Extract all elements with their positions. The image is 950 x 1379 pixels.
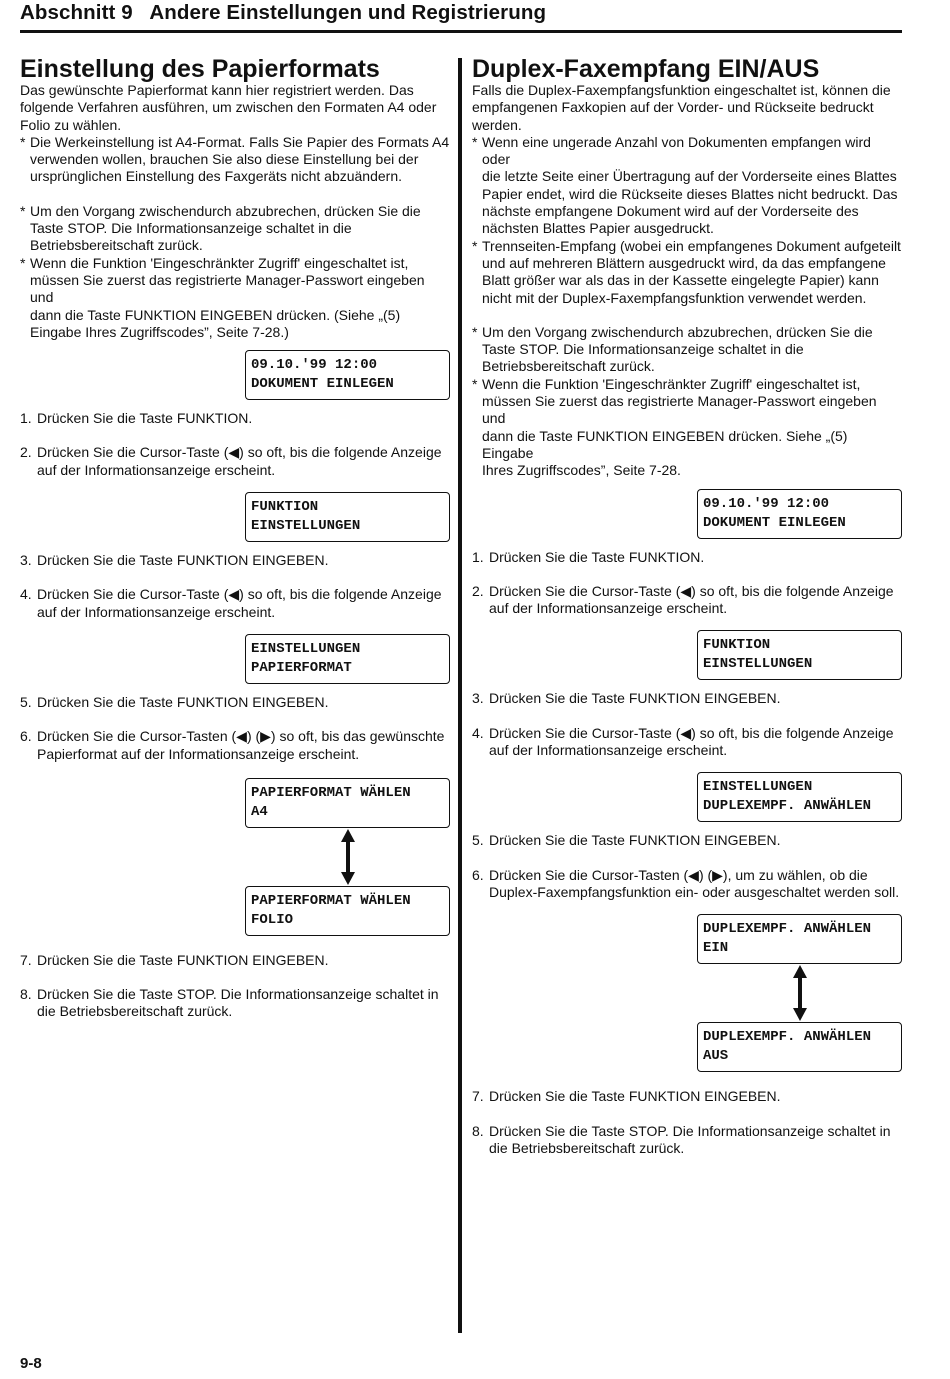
toggle-arrow-icon (20, 828, 450, 886)
note: * Wenn eine ungerade Anzahl von Dokumenten empfangen wird oder die letzte Seite einer Übertragung auf der Vorderseite eines Blattes Papier endet, wird die Rückseite dieses Blattes nicht bedruckt. Das nächste empfangene Dokument wird auf der Vorderseite des nächsten Blattes Papier ausgedruckt. (472, 133, 898, 237)
lcd-line: EIN (703, 940, 729, 957)
lcd-line: EINSTELLUNGEN (251, 640, 361, 657)
right-column (472, 56, 902, 1157)
step-4: 4. Drücken Sie die Cursor-Taste (◀) so oft, bis die folgende Anzeige auf der Informationsanzeige erscheint. (20, 586, 442, 620)
step-5: 5. Drücken Sie die Taste FUNKTION EINGEBEN. (472, 832, 781, 849)
text-line: Drücken Sie die Taste FUNKTION EINGEBEN. (37, 552, 329, 569)
text-line: nächste empfangene Dokument wird auf der Vorderseite des (482, 203, 859, 220)
left-column (20, 56, 450, 1021)
lcd-line: AUS (703, 1048, 729, 1065)
text-line: müssen Sie zuerst das registrierte Manager-Passwort eingeben und (30, 271, 425, 306)
lcd-line: DUPLEXEMPF. ANWÄHLEN (703, 798, 872, 815)
text-line: Betriebsbereitschaft zurück. (482, 358, 655, 375)
section-heading-paper-format: Einstellung des Papierformats (20, 55, 380, 83)
page-number: 9-8 (20, 1355, 42, 1372)
note: * Wenn die Funktion 'Eingeschränkter Zugriff' eingeschaltet ist, müssen Sie zuerst das registrierte Manager-Passwort eingeben und dann die Taste FUNKTION EINGEBEN drücken. (Siehe „(5) Eingabe Ihres Zugriffscodes”, Seite 7-28.) (20, 254, 425, 340)
text-line: Wenn eine ungerade Anzahl von Dokumenten empfangen wird oder (482, 133, 871, 168)
text-line: Drücken Sie die Cursor-Taste (◀) so oft, bis die folgende Anzeige (37, 444, 442, 461)
text-line: Taste STOP. Die Informationsanzeige schaltet in die (482, 341, 804, 358)
step-6: 6. Drücken Sie die Cursor-Tasten (◀) (▶), um zu wählen, ob die Duplex-Faxempfangsfunktion ein- oder ausgeschaltet werden soll. (472, 866, 900, 900)
section-header (20, 0, 902, 33)
lcd-line: DUPLEXEMPF. ANWÄHLEN (703, 921, 872, 938)
text-line: Trennseiten-Empfang (wobei ein empfangenes Dokument aufgeteilt (482, 237, 901, 254)
lcd-line: EINSTELLUNGEN (251, 518, 361, 535)
note: * Um den Vorgang zwischendurch abzubrechen, drücken Sie die Taste STOP. Die Informationsanzeige schaltet in die Betriebsbereitschaft zurück. (20, 202, 421, 254)
text-line: Drücken Sie die Taste FUNKTION. (37, 410, 253, 427)
text-line: die letzte Seite einer Übertragung auf der Vorderseite eines Blattes (482, 168, 897, 185)
step-8: 8. Drücken Sie die Taste STOP. Die Informationsanzeige schaltet in die Betriebsbereitschaft zurück. (472, 1122, 891, 1156)
lcd-display (245, 492, 450, 542)
step-4: 4. Drücken Sie die Cursor-Taste (◀) so oft, bis die folgende Anzeige auf der Informationsanzeige erscheint. (472, 724, 894, 759)
text-line: verwenden wollen, brauchen Sie also diese Einstellung bei der (30, 151, 419, 168)
lcd-line: EINSTELLUNGEN (703, 656, 813, 673)
text-line: Drücken Sie die Cursor-Taste (◀) so oft, bis die folgende Anzeige (489, 582, 894, 599)
lcd-display (245, 634, 450, 684)
step-6: 6. Drücken Sie die Cursor-Tasten (◀) (▶) so oft, bis das gewünschte Papierformat auf der Informationsanzeige erscheint. (20, 728, 445, 762)
lcd-line: PAPIERFORMAT WÄHLEN (251, 784, 411, 801)
text-line: nicht mit der Duplex-Faxempfangsfunktion verwendet werden. (482, 289, 867, 306)
text-line: die Betriebsbereitschaft zurück. (489, 1139, 685, 1156)
text-line: Drücken Sie die Taste FUNKTION. (489, 548, 705, 565)
lcd-line: 09.10.'99 12:00 (703, 495, 830, 512)
step-2: 2. Drücken Sie die Cursor-Taste (◀) so oft, bis die folgende Anzeige auf der Informationsanzeige erscheint. (472, 582, 894, 617)
text-line: Drücken Sie die Taste FUNKTION EINGEBEN. (489, 1088, 781, 1105)
step-8: 8. Drücken Sie die Taste STOP. Die Informationsanzeige schaltet in die Betriebsbereitschaft zurück. (20, 986, 439, 1020)
lcd-line: DOKUMENT EINLEGEN (703, 514, 846, 531)
text-line: Duplex-Faxempfangsfunktion ein- oder ausgeschaltet werden soll. (489, 883, 900, 900)
lcd-display (697, 1022, 902, 1072)
toggle-arrow-icon (472, 964, 902, 1022)
lcd-display (697, 914, 902, 964)
step-7: 7. Drücken Sie die Taste FUNKTION EINGEBEN. (20, 951, 329, 968)
text-line: Wenn die Funktion 'Eingeschränkter Zugriff' eingeschaltet ist, (482, 375, 861, 392)
text-line: Drücken Sie die Taste STOP. Die Informationsanzeige schaltet in (489, 1122, 891, 1139)
lcd-display (697, 772, 902, 822)
lcd-line: PAPIERFORMAT (251, 659, 352, 676)
text-line: auf der Informationsanzeige erscheint. (489, 600, 728, 617)
step-2: 2. Drücken Sie die Cursor-Taste (◀) so oft, bis die folgende Anzeige auf der Informationsanzeige erscheint. (20, 444, 442, 478)
text-line: Blatt größer war als das in der Kassette eingelegte Papier) kann (482, 272, 879, 289)
lcd-display (245, 778, 450, 828)
text-line: nächsten Blattes Papier ausgedruckt. (482, 220, 714, 237)
text-line: Das gewünschte Papierformat kann hier registriert werden. Das (20, 82, 414, 98)
text-line: Drücken Sie die Cursor-Taste (◀) so oft, bis die folgende Anzeige (37, 586, 442, 603)
text-line: Drücken Sie die Cursor-Taste (◀) so oft, bis die folgende Anzeige (489, 724, 894, 741)
text-line: Drücken Sie die Taste STOP. Die Informationsanzeige schaltet in (37, 986, 439, 1003)
lcd-display (697, 489, 902, 539)
step-3: 3. Drücken Sie die Taste FUNKTION EINGEBEN. (20, 552, 329, 569)
lcd-line: EINSTELLUNGEN (703, 779, 813, 796)
lcd-display (697, 630, 902, 680)
lcd-line: FUNKTION (703, 637, 771, 654)
section-heading-duplex: Duplex-Faxempfang EIN/AUS (472, 55, 820, 83)
step-1: 1. Drücken Sie die Taste FUNKTION. (20, 410, 253, 427)
lcd-line: DUPLEXEMPF. ANWÄHLEN (703, 1029, 872, 1046)
intro-paragraph (472, 82, 902, 134)
text-line: Drücken Sie die Cursor-Tasten (◀) (▶), um zu wählen, ob die (489, 866, 868, 883)
text-line: auf der Informationsanzeige erscheint. (489, 742, 728, 759)
text-line: empfangenen Faxkopien auf der Vorder- und Rückseite bedruckt (472, 99, 874, 116)
text-line: Drücken Sie die Taste FUNKTION EINGEBEN. (37, 693, 329, 710)
lcd-line: FOLIO (251, 911, 294, 928)
lcd-line: FUNKTION (251, 499, 319, 516)
text-line: Falls die Duplex-Faxempfangsfunktion eingeschaltet ist, können die (472, 82, 891, 98)
text-line: Drücken Sie die Taste FUNKTION EINGEBEN. (489, 832, 781, 849)
text-line: werden. (472, 116, 522, 133)
lcd-line: DOKUMENT EINLEGEN (251, 376, 394, 393)
text-line: auf der Informationsanzeige erscheint. (37, 461, 276, 478)
text-line: Folio zu wählen. (20, 116, 122, 133)
step-1: 1. Drücken Sie die Taste FUNKTION. (472, 548, 705, 565)
note: * Wenn die Funktion 'Eingeschränkter Zugriff' eingeschaltet ist, müssen Sie zuerst das registrierte Manager-Passwort eingeben und dann die Taste FUNKTION EINGEBEN drücken. Siehe „(5) Eingabe Ihres Zugriffscodes”, Seite 7-28. (472, 375, 877, 479)
lcd-line: PAPIERFORMAT WÄHLEN (251, 892, 411, 909)
step-3: 3. Drücken Sie die Taste FUNKTION EINGEBEN. (472, 690, 781, 707)
lcd-line: A4 (251, 803, 268, 820)
text-line: folgende Verfahren ausführen, um zwischen den Formaten A4 oder (20, 99, 437, 116)
text-line: dann die Taste FUNKTION EINGEBEN drücken. Siehe „(5) Eingabe (482, 427, 848, 461)
text-line: Die Werkeinstellung ist A4-Format. Falls Sie Papier des Formats A4 (30, 133, 450, 150)
text-line: Betriebsbereitschaft zurück. (30, 237, 203, 254)
lcd-line: 09.10.'99 12:00 (251, 357, 378, 374)
text-line: Papier endet, wird die Rückseite dieses Blattes nicht bedruckt. Das (482, 185, 898, 202)
note: * Die Werkeinstellung ist A4-Format. Falls Sie Papier des Formats A4 verwenden wollen, brauchen Sie also diese Einstellung bei der ursprünglichen Einstellung des Faxgeräts nicht abzuändern. (20, 133, 450, 185)
section-title: Abschnitt 9 Andere Einstellungen und Registrierung (20, 1, 547, 24)
step-7: 7. Drücken Sie die Taste FUNKTION EINGEBEN. (472, 1088, 781, 1105)
text-line: Drücken Sie die Cursor-Tasten (◀) (▶) so oft, bis das gewünschte (37, 728, 445, 745)
intro-paragraph (20, 82, 450, 134)
text-line: Um den Vorgang zwischendurch abzubrechen, drücken Sie die (482, 323, 873, 340)
text-line: Ihres Zugriffscodes”, Seite 7-28. (482, 462, 681, 479)
text-line: Eingabe Ihres Zugriffscodes”, Seite 7-28.) (30, 323, 289, 340)
lcd-display (245, 886, 450, 936)
text-line: und auf mehreren Blättern ausgedruckt wird, da das empfangene (482, 254, 886, 271)
lcd-display (245, 350, 450, 400)
column-divider (458, 58, 462, 1333)
text-line: Wenn die Funktion 'Eingeschränkter Zugriff' eingeschaltet ist, (30, 254, 409, 271)
text-line: Taste STOP. Die Informationsanzeige schaltet in die (30, 220, 352, 237)
step-5: 5. Drücken Sie die Taste FUNKTION EINGEBEN. (20, 693, 329, 710)
text-line: auf der Informationsanzeige erscheint. (37, 603, 276, 620)
text-line: dann die Taste FUNKTION EINGEBEN drücken. (Siehe „(5) (30, 306, 401, 323)
text-line: ursprünglichen Einstellung des Faxgeräts nicht abzuändern. (30, 168, 403, 185)
text-line: Papierformat auf der Informationsanzeige erscheint. (37, 745, 360, 762)
text-line: die Betriebsbereitschaft zurück. (37, 1003, 233, 1020)
text-line: Drücken Sie die Taste FUNKTION EINGEBEN. (489, 690, 781, 707)
note: * Um den Vorgang zwischendurch abzubrechen, drücken Sie die Taste STOP. Die Informationsanzeige schaltet in die Betriebsbereitschaft zurück. (472, 323, 873, 375)
text-line: Um den Vorgang zwischendurch abzubrechen, drücken Sie die (30, 202, 421, 219)
note: * Trennseiten-Empfang (wobei ein empfangenes Dokument aufgeteilt und auf mehreren Blättern ausgedruckt wird, da das empfangene Blatt größer war als das in der Kassette eingelegte Papier) kann nicht mit der Duplex-Faxempfangsfunktion verwendet werden. (472, 237, 901, 306)
text-line: müssen Sie zuerst das registrierte Manager-Passwort eingeben und (482, 393, 877, 427)
text-line: Drücken Sie die Taste FUNKTION EINGEBEN. (37, 951, 329, 968)
